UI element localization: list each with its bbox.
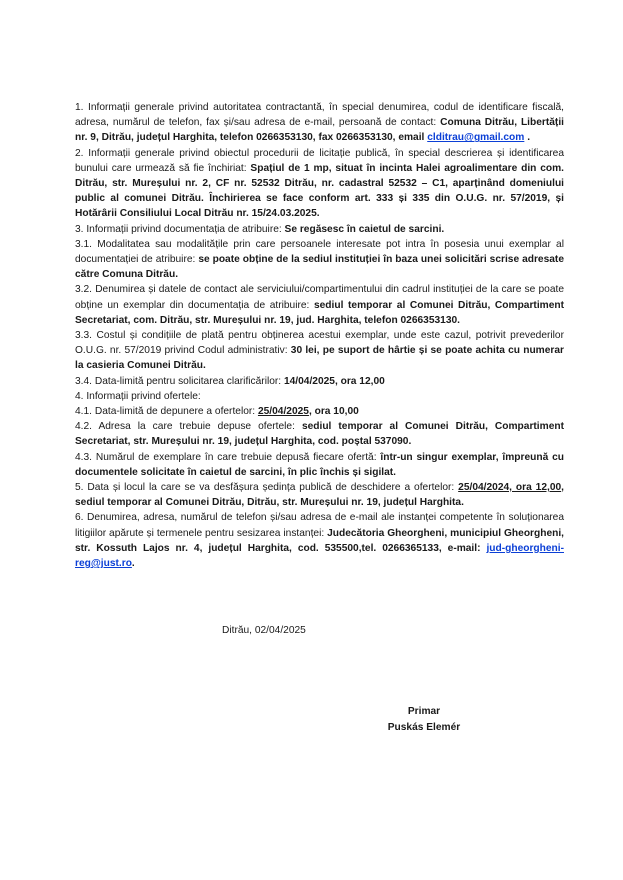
paragraph-text: Informații generale privind obiectul procedurii de licitație publică, în special descrierea și identificarea bunului care urmează să fie închiriat: bbox=[75, 147, 564, 174]
paragraph-number: 4.1. bbox=[75, 406, 92, 418]
opening-session-date: 25/04/2024, ora 12,00 bbox=[458, 482, 562, 494]
paragraph-text: Modalitatea sau modalitățile prin care persoanele interesate pot intra în posesia unui exemplar al documentației de atribuire: bbox=[75, 238, 564, 266]
paragraph-end: . bbox=[131, 558, 135, 570]
paragraph-number: 3.1. bbox=[75, 238, 92, 250]
paragraph-number: 6. bbox=[75, 512, 84, 524]
paragraph-text: Denumirea și datele de contact ale serviciului/compartimentului din cadrul instituției de la care se poate obține un exemplar din documentația de atribuire: bbox=[75, 284, 564, 311]
authority-email-link[interactable]: clditrau@gmail.com bbox=[427, 132, 525, 144]
paragraph-text: Informații generale privind autoritatea contractantă, în special denumirea, codul de identificare fiscală, adresa, numărul de telefon, fax și/sau adresa de e-mail, persoană de contact: bbox=[75, 102, 564, 129]
paragraph-6 bbox=[75, 510, 564, 571]
offer-submission-address: sediul temporar al Comunei Ditrău, Compartiment Secretariat, str. Mureșului nr. 19, județul Harghita, cod. poștal 537090. bbox=[75, 421, 564, 448]
offer-deadline-time: , ora 10,00 bbox=[308, 406, 359, 418]
paragraph-number: 3.2. bbox=[75, 284, 92, 296]
paragraph-number: 4.3. bbox=[75, 451, 92, 463]
offer-deadline-date: 25/04/2025 bbox=[257, 406, 309, 418]
paragraph-1 bbox=[75, 100, 564, 146]
paragraph-3-4 bbox=[75, 374, 564, 389]
paragraph-4-3 bbox=[75, 450, 564, 480]
paragraph-number: 4.2. bbox=[75, 421, 92, 433]
paragraph-text: Informații privind documentația de atribuire: bbox=[86, 223, 282, 235]
paragraph-text: Data și locul la care se va desfășura ședința publică de deschidere a ofertelor: bbox=[87, 482, 455, 494]
offer-copies: într-un singur exemplar, împreună cu documentele solicitate în caietul de sarcini, în plic închis și sigilat. bbox=[75, 451, 564, 478]
paragraph-number: 3.4. bbox=[75, 375, 92, 387]
paragraph-text: Informații privind ofertele: bbox=[86, 390, 201, 402]
paragraph-5 bbox=[75, 480, 564, 510]
paragraph-3-1 bbox=[75, 237, 564, 283]
document-body bbox=[75, 100, 564, 571]
documentation-obtain-method: se poate obține de la sediul instituției în baza unei solicitări scrise adresate către Comuna Ditrău. bbox=[75, 254, 564, 281]
paragraph-3-2 bbox=[75, 282, 564, 328]
signature-block bbox=[384, 704, 464, 736]
clarification-deadline: 14/04/2025, ora 12,00 bbox=[283, 375, 385, 387]
paragraph-number: 4. bbox=[75, 390, 84, 402]
paragraph-end: . bbox=[527, 132, 531, 144]
signature-role: Primar bbox=[407, 706, 441, 717]
paragraph-number: 5. bbox=[75, 482, 84, 494]
paragraph-4-1 bbox=[75, 404, 564, 419]
documentation-cost: 30 lei, pe suport de hârtie și se poate achita cu numerar la casieria Comunei Ditrău. bbox=[75, 345, 564, 372]
opening-session-location: , sediul temporar al Comunei Ditrău, Ditrău, str. Mureșului nr. 19, județul Harghita. bbox=[75, 482, 564, 509]
paragraph-number: 2. bbox=[75, 147, 84, 159]
paragraph-2 bbox=[75, 146, 564, 222]
paragraph-4 bbox=[75, 389, 564, 404]
signature-name: Puskás Elemér bbox=[387, 722, 461, 733]
paragraph-number: 3.3. bbox=[75, 330, 92, 342]
paragraph-number: 3. bbox=[75, 223, 84, 235]
department-contact: sediul temporar al Comunei Ditrău, Compartiment Secretariat, com. Ditrău, str. Mureșului nr. 19, jud. Harghita, telefon 0266353130. bbox=[75, 299, 564, 326]
rental-object-description: Spațiul de 1 mp, situat în incinta Halei agroalimentare din com. Ditrău, str. Mureșului nr. 2, CF nr. 52532 Ditrău, nr. cadastral 52532 – C1, aparținând domeniului public al comunei Ditrău. Închirierea se face conform art. 333 și 335 din O.U.G. nr. 57/2019, și Hotărârii Consiliului Local Ditrău nr. 15/24.03.2025. bbox=[75, 162, 564, 220]
paragraph-4-2 bbox=[75, 419, 564, 449]
paragraph-text: Numărul de exemplare în care trebuie depusă fiecare ofertă: bbox=[95, 451, 377, 463]
court-email-link[interactable]: jud-gheorgheni-reg@just.ro bbox=[75, 542, 564, 570]
paragraph-text: Denumirea, adresa, numărul de telefon și/sau adresa de e-mail ale instanței competente în soluționarea litigiilor apărute și termenele pentru sesizarea instanței: bbox=[75, 512, 564, 539]
paragraph-number: 1. bbox=[75, 102, 84, 113]
documentation-location: Se regăsesc în caietul de sarcini. bbox=[284, 223, 445, 235]
paragraph-3 bbox=[75, 222, 564, 237]
competent-court-details: Judecătoria Gheorgheni, municipiul Gheorgheni, str. Kossuth Lajos nr. 4, județul Harghita, cod. 535500,tel. 0266365133, e-mail: bbox=[75, 527, 565, 554]
paragraph-text: Adresa la care trebuie depuse ofertele: bbox=[98, 421, 295, 433]
paragraph-text: Costul și condițiile de plată pentru obținerea acestui exemplar, unde este cazul, potrivit prevederilor O.U.G. nr. 57/2019 privind Codul administrativ: bbox=[75, 330, 564, 357]
paragraph-3-3 bbox=[75, 328, 564, 374]
contracting-authority-details: Comuna Ditrău, Libertății nr. 9, Ditrău, județul Harghita, telefon 0266353130, fax 0266353130, email bbox=[75, 117, 564, 144]
place-date: Ditrău, 02/04/2025 bbox=[222, 625, 306, 636]
paragraph-text: Data-limită pentru solicitarea clarificărilor: bbox=[94, 375, 282, 387]
paragraph-text: Data-limită de depunere a ofertelor: bbox=[94, 406, 256, 418]
